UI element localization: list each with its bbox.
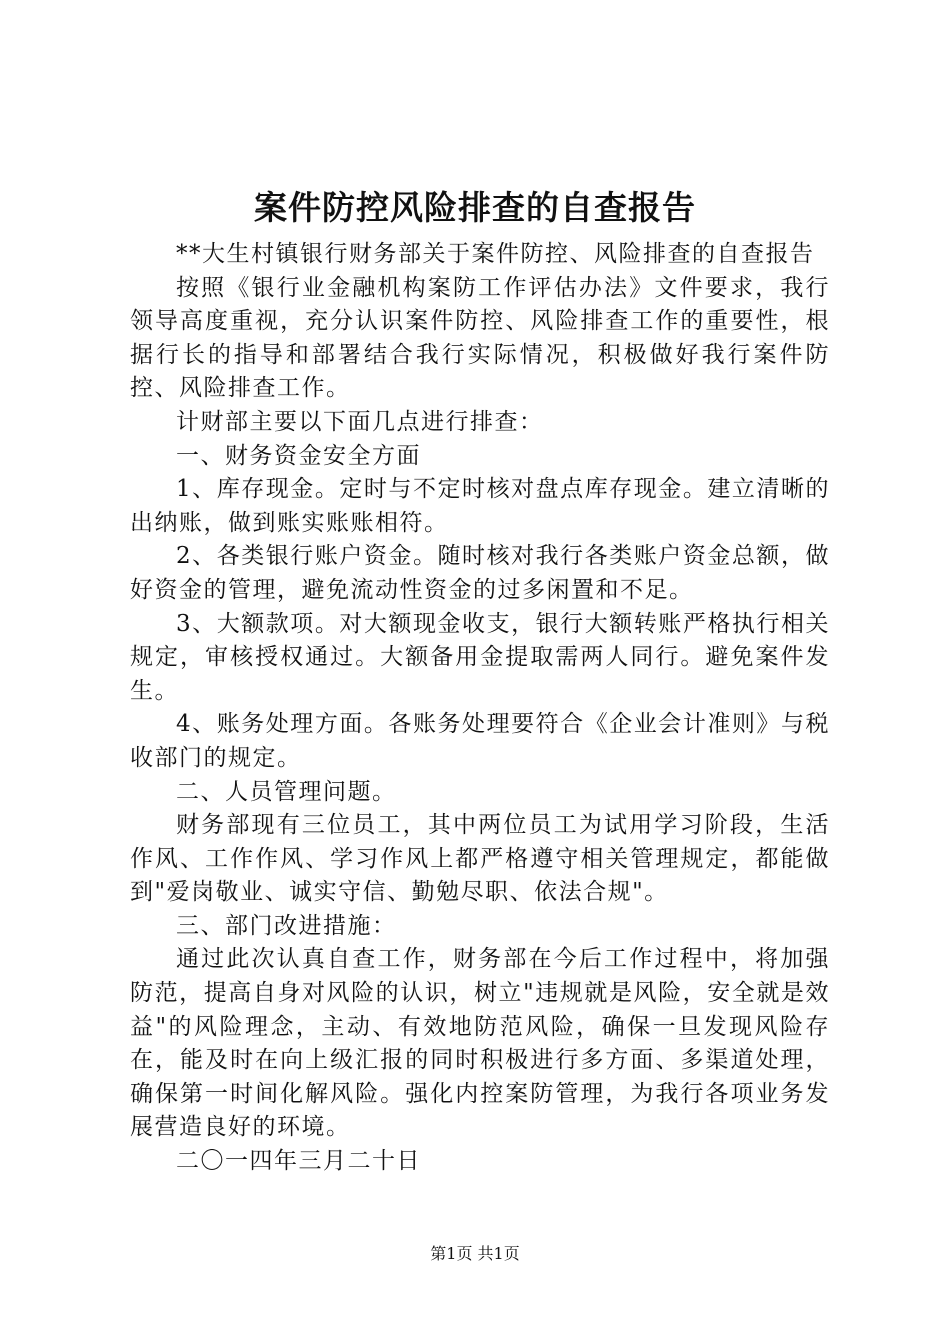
item-cash-inventory: 1、库存现金。定时与不定时核对盘点库存现金。建立清晰的出纳账，做到账实账账相符。	[130, 476, 830, 536]
personnel-paragraph: 财务部现有三位员工，其中两位员工为试用学习阶段，生活作风、工作作风、学习作风上都严格遵守相关管理规定，都能做到"爱岗敬业、诚实守信、勤勉尽职、依法合规"。	[130, 812, 830, 906]
document-date: 二〇一四年三月二十日	[176, 1148, 421, 1175]
report-subject-line: **大生村镇银行财务部关于案件防控、风险排查的自查报告	[176, 241, 815, 267]
intro-paragraph: 按照《银行业金融机构案防工作评估办法》文件要求，我行领导高度重视，充分认识案件防控、风险排查工作的重要性，根据行长的指导和部署结合我行实际情况，积极做好我行案件防控、风险排查工作。	[130, 274, 830, 402]
section-heading-personnel: 二、人员管理问题。	[176, 778, 397, 805]
section-heading-improvement: 三、部门改进措施：	[176, 912, 397, 939]
item-large-amounts: 3、大额款项。对大额现金收支，银行大额转账严格执行相关规定，审核授权通过。大额备用金提取需两人同行。避免案件发生。	[130, 610, 830, 704]
page-footer: 第1页 共1页	[430, 1244, 520, 1263]
item-bank-accounts: 2、各类银行账户资金。随时核对我行各类账户资金总额，做好资金的管理，避免流动性资金的过多闲置和不足。	[130, 543, 830, 603]
document-body	[130, 238, 830, 1179]
scope-paragraph: 计财部主要以下面几点进行排查：	[176, 408, 544, 435]
item-accounting: 4、账务处理方面。各账务处理要符合《企业会计准则》与税收部门的规定。	[130, 711, 830, 771]
document-title: 案件防控风险排查的自查报告	[254, 188, 696, 227]
section-heading-finance: 一、财务资金安全方面	[176, 442, 421, 469]
improvement-paragraph: 通过此次认真自查工作，财务部在今后工作过程中，将加强防范，提高自身对风险的认识，树立"违规就是风险，安全就是效益"的风险理念，主动、有效地防范风险，确保一旦发现风险存在，能及时在向上级汇报的同时积极进行多方面、多渠道处理，确保第一时间化解风险。强化内控案防管理，为我行各项业务发展营造良好的环境。	[130, 946, 830, 1141]
